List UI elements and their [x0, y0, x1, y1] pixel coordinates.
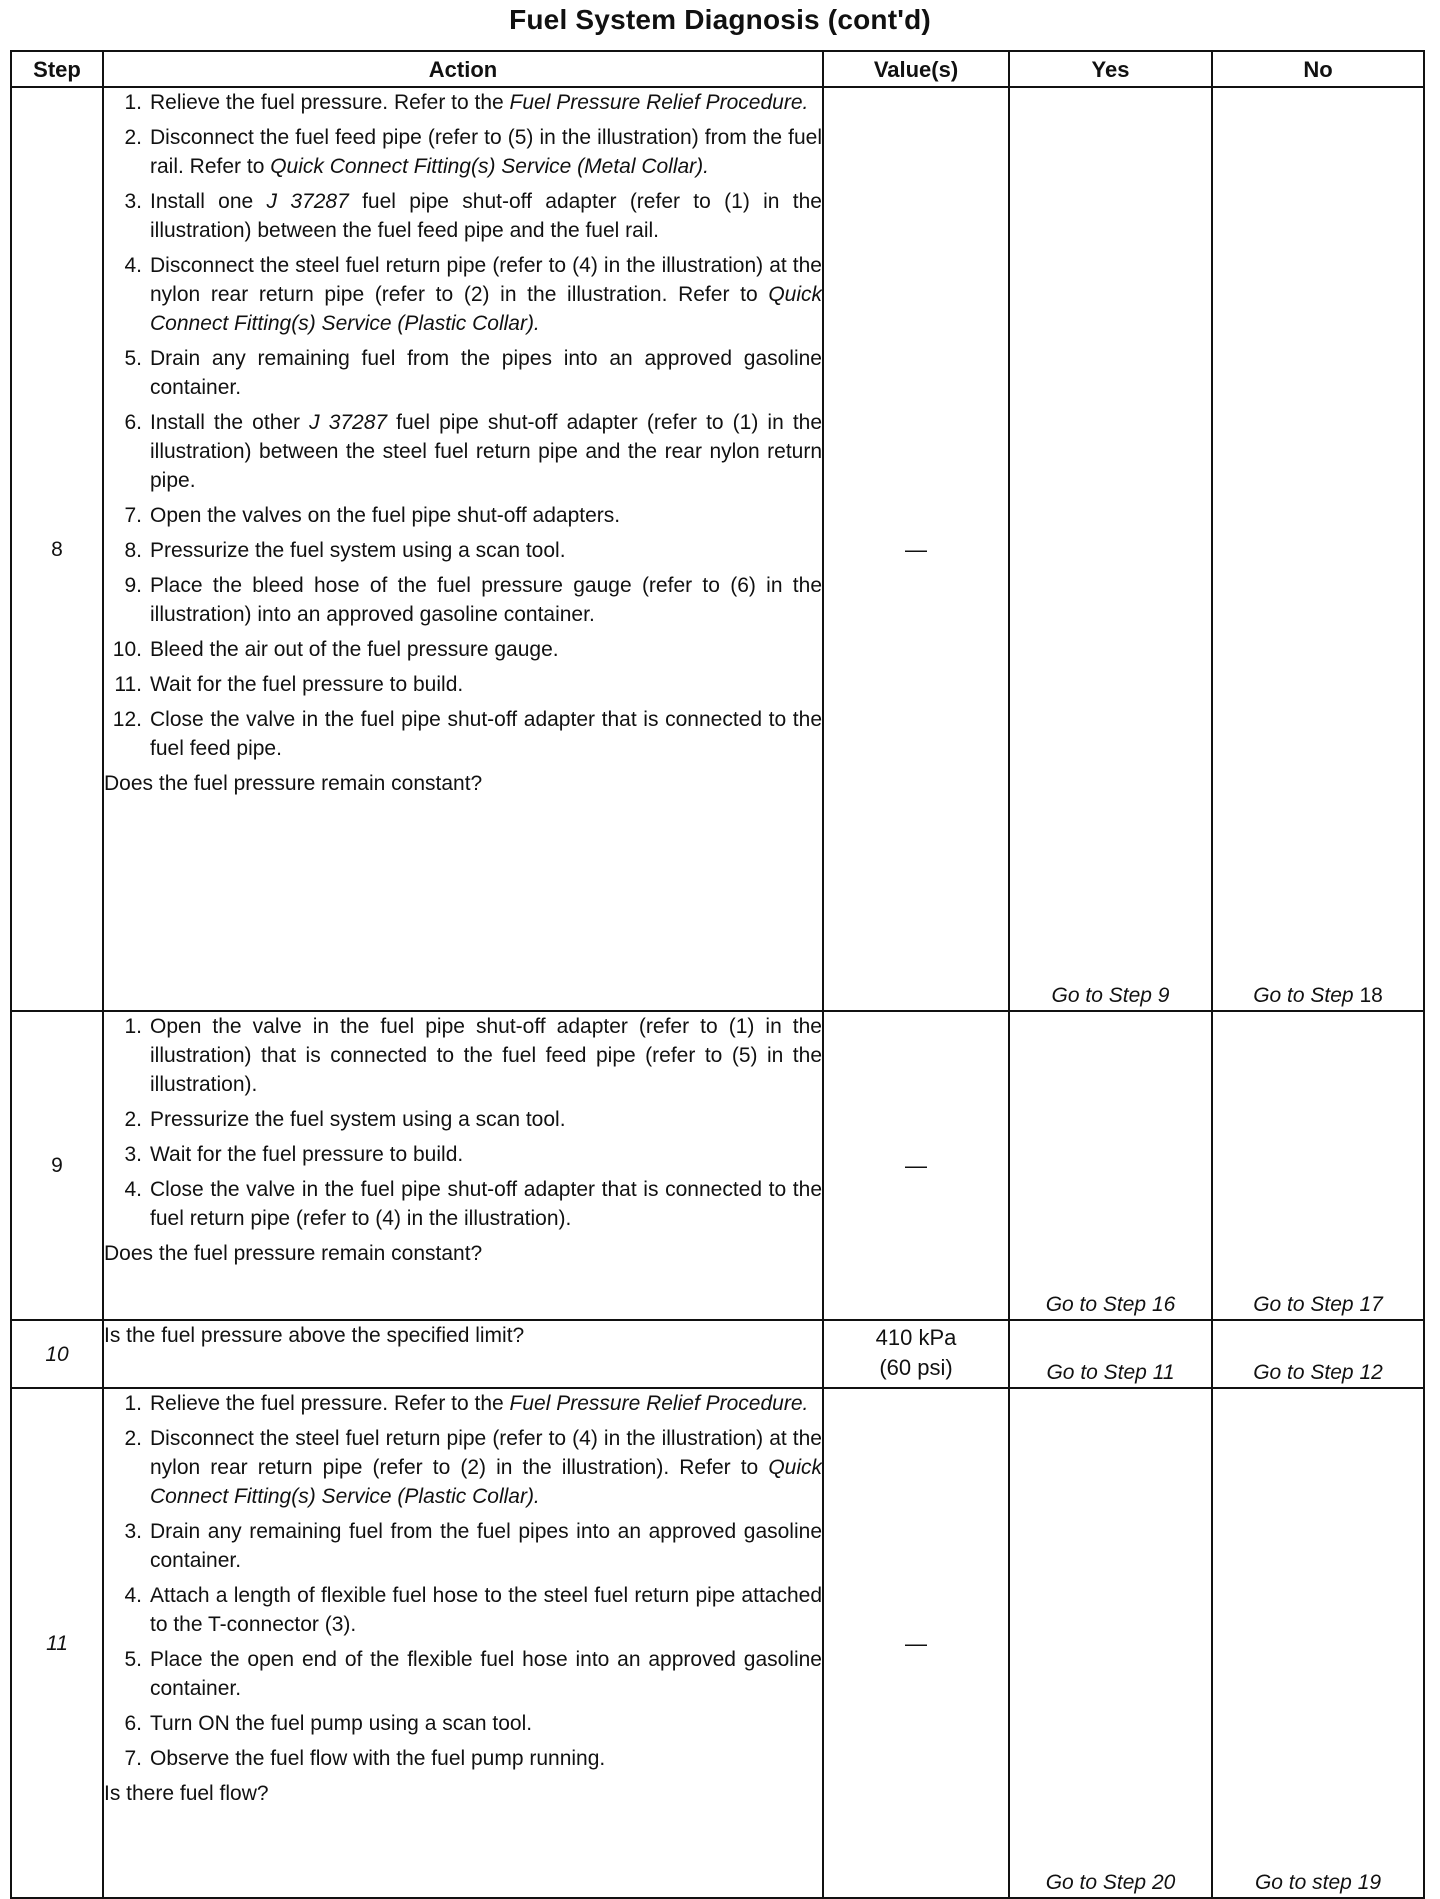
page-title: Fuel System Diagnosis (cont'd): [509, 4, 931, 35]
action-step-text: Bleed the air out of the fuel pressure gauge.: [150, 638, 559, 661]
action-list: [104, 88, 822, 763]
action-cell: [103, 1320, 823, 1388]
header-row: [11, 51, 1424, 87]
value-dash: —: [905, 1153, 927, 1178]
action-step-number: 6.: [124, 1712, 142, 1735]
action-step-text: Close the valve in the fuel pipe shut-off adapter that is connected to the fuel feed pipe.: [150, 708, 822, 760]
action-step-text: Turn ON the fuel pump using a scan tool.: [150, 1712, 533, 1735]
action-step: [104, 1140, 822, 1169]
yes-cell: [1009, 1320, 1212, 1388]
header-yes: Yes: [1009, 51, 1212, 87]
action-step-reference: J 37287: [266, 190, 349, 213]
action-step-number: 2.: [124, 126, 142, 149]
action-step-number: 1.: [124, 1392, 142, 1415]
header-no: No: [1212, 51, 1424, 87]
yes-cell: [1009, 1388, 1212, 1898]
action-step-number: 7.: [124, 504, 142, 527]
action-cell: [103, 1011, 823, 1320]
action-step: [104, 344, 822, 402]
action-step: [104, 1744, 822, 1773]
value-dash: —: [905, 1630, 927, 1656]
no-goto-step: 18: [1359, 984, 1383, 1007]
question-text: Is there fuel flow?: [104, 1782, 269, 1805]
action-step: [104, 123, 822, 181]
action-step-text: Drain any remaining fuel from the pipes into an approved gasoline container.: [150, 347, 822, 399]
action-step-text: Drain any remaining fuel from the fuel pipes into an approved gasoline container.: [150, 1520, 822, 1572]
no-goto-step: 17: [1359, 1293, 1383, 1316]
yes-goto-text: Go to Step: [1051, 984, 1158, 1007]
action-step-number: 3.: [124, 190, 142, 213]
no-goto: [1253, 1361, 1383, 1384]
action-step-text: Wait for the fuel pressure to build.: [150, 673, 464, 696]
action-step: [104, 408, 822, 495]
action-step-number: 7.: [124, 1747, 142, 1770]
action-step-text: Wait for the fuel pressure to build.: [150, 1143, 464, 1166]
yes-goto: [1046, 1361, 1174, 1384]
action-step-number: 6.: [124, 411, 142, 434]
table-row-step-8: [11, 87, 1424, 1011]
action-step-number: 2.: [124, 1427, 142, 1450]
action-step-number: 5.: [124, 1648, 142, 1671]
action-cell: [103, 87, 823, 1011]
action-step-number: 4.: [124, 1584, 142, 1607]
action-step-text: Install one: [150, 190, 267, 213]
no-goto-text: Go to Step: [1253, 984, 1360, 1007]
action-cell: [103, 1388, 823, 1898]
action-step-number: 1.: [124, 1015, 142, 1038]
action-step-reference: Fuel Pressure Relief Procedure.: [509, 1392, 809, 1415]
action-step: [104, 1105, 822, 1134]
action-step-number: 8.: [124, 539, 142, 562]
action-step: [104, 1645, 822, 1703]
action-step: [104, 1389, 822, 1418]
header-action: Action: [103, 51, 823, 87]
no-goto-step: 12: [1359, 1361, 1383, 1384]
yes-goto-step: 9: [1157, 984, 1170, 1007]
value-dash: —: [905, 536, 927, 562]
step-number: 10: [11, 1320, 103, 1388]
no-goto-text: Go to Step: [1253, 1361, 1360, 1384]
action-step: [104, 1581, 822, 1639]
no-goto: [1253, 984, 1383, 1007]
step-number: 8: [11, 87, 103, 1011]
action-step: [104, 1709, 822, 1738]
action-step-text: Relieve the fuel pressure. Refer to the: [150, 91, 510, 114]
yes-goto-text: Go to Step: [1045, 1871, 1152, 1894]
no-cell: [1212, 1320, 1424, 1388]
action-step-number: 1.: [124, 91, 142, 114]
table-row-step-9: [11, 1011, 1424, 1320]
action-step-number: 5.: [124, 347, 142, 370]
question-text: Does the fuel pressure remain constant?: [104, 1242, 483, 1265]
yes-goto: [1052, 984, 1170, 1007]
no-goto: [1255, 1871, 1381, 1894]
action-step-text: Close the valve in the fuel pipe shut-off adapter that is connected to the fuel return pipe (refer to (4) in the illustration).: [150, 1178, 822, 1230]
action-step-reference: J 37287: [309, 411, 388, 434]
action-step-number: 10.: [112, 638, 142, 661]
action-step-text: Disconnect the steel fuel return pipe (refer to (4) in the illustration) at the nylon rear return pipe (refer to (2) in the illustration. Refer to: [150, 254, 822, 306]
value-kpa: 410 kPa: [875, 1325, 957, 1350]
value-psi: (60 psi): [879, 1355, 953, 1380]
action-step-number: 2.: [124, 1108, 142, 1131]
no-cell: [1212, 1388, 1424, 1898]
action-step: [104, 1175, 822, 1233]
action-step: [104, 251, 822, 338]
action-step-text: Disconnect the fuel feed pipe (refer to (5) in the illustration) from the fuel rail. Refer to: [150, 126, 822, 178]
action-step: [104, 571, 822, 629]
action-step: [104, 187, 822, 245]
no-goto-text: Go to step: [1254, 1871, 1358, 1894]
action-step-text-cont: fuel pipe shut-off adapter (refer to (1) in the illustration) between the steel fuel return pipe and the rear nylon return pipe.: [150, 411, 823, 492]
action-step-number: 11.: [114, 673, 142, 696]
action-list: [104, 1012, 822, 1233]
no-goto: [1253, 1293, 1383, 1316]
action-step-number: 3.: [124, 1520, 142, 1543]
no-cell: [1212, 1011, 1424, 1320]
step-number: 11: [11, 1388, 103, 1898]
action-step-number: 9.: [124, 574, 142, 597]
action-step-text: Install the other: [150, 411, 310, 434]
action-step-reference: Quick Connect Fitting(s) Service (Plastic Collar).: [150, 1456, 822, 1508]
action-step: [104, 501, 822, 530]
action-list: [104, 1389, 822, 1773]
yes-goto: [1046, 1293, 1176, 1316]
yes-goto-step: 16: [1151, 1293, 1176, 1316]
yes-cell: [1009, 87, 1212, 1011]
action-step: [104, 1517, 822, 1575]
question-text: Does the fuel pressure remain constant?: [104, 772, 483, 795]
action-step-text: Place the open end of the flexible fuel hose into an approved gasoline container.: [150, 1648, 822, 1700]
action-step-text: Place the bleed hose of the fuel pressure gauge (refer to (6) in the illustration) into an approved gasoline container.: [150, 574, 822, 626]
action-step-number: 4.: [124, 254, 142, 277]
action-step: [104, 1424, 822, 1511]
action-step-text: Open the valve in the fuel pipe shut-off adapter (refer to (1) in the illustration) that is connected to the fuel feed pipe (refer to (5) in the illustration).: [150, 1015, 822, 1096]
header-step: Step: [11, 51, 103, 87]
action-step: [104, 670, 822, 699]
action-step-number: 12.: [112, 708, 142, 731]
yes-goto-text: Go to Step: [1045, 1293, 1152, 1316]
action-step-reference: Quick Connect Fitting(s) Service (Metal Collar).: [270, 155, 710, 178]
no-cell: [1212, 87, 1424, 1011]
action-step-text: Attach a length of flexible fuel hose to the steel fuel return pipe attached to the T-connector (3).: [150, 1584, 822, 1636]
value-cell: [823, 1320, 1009, 1388]
yes-goto-text: Go to Step: [1046, 1361, 1153, 1384]
value-cell: [823, 87, 1009, 1011]
action-step-reference: Fuel Pressure Relief Procedure.: [509, 91, 809, 114]
action-step-text-cont: fuel pipe shut-off adapter (refer to (1) in the illustration) between the fuel feed pipe and the fuel rail.: [150, 190, 822, 242]
yes-cell: [1009, 1011, 1212, 1320]
value-cell: [823, 1011, 1009, 1320]
yes-goto-step: 20: [1151, 1871, 1176, 1894]
action-step: [104, 635, 822, 664]
no-goto-text: Go to Step: [1253, 1293, 1360, 1316]
action-step-reference: Quick Connect Fitting(s) Service (Plastic Collar).: [150, 283, 822, 335]
action-step: [104, 705, 822, 763]
action-step-text: Relieve the fuel pressure. Refer to the: [150, 1392, 510, 1415]
action-step-number: 4.: [124, 1178, 142, 1201]
action-step: [104, 88, 822, 117]
value-cell: [823, 1388, 1009, 1898]
action-step-number: 3.: [124, 1143, 142, 1166]
action-step-text: Pressurize the fuel system using a scan tool.: [150, 539, 566, 562]
header-value: Value(s): [823, 51, 1009, 87]
question-text: Is the fuel pressure above the specified limit?: [104, 1324, 525, 1347]
action-step-text: Observe the fuel flow with the fuel pump running.: [150, 1747, 606, 1770]
action-step-text: Pressurize the fuel system using a scan tool.: [150, 1108, 566, 1131]
action-step: [104, 536, 822, 565]
yes-goto-step: 11: [1152, 1361, 1175, 1384]
diagnosis-table: [10, 50, 1425, 1899]
action-step-text: Open the valves on the fuel pipe shut-off adapters.: [150, 504, 621, 527]
step-number: 9: [11, 1011, 103, 1320]
yes-goto: [1046, 1871, 1176, 1894]
no-goto-step: 19: [1357, 1871, 1382, 1894]
table-row-step-11: [11, 1388, 1424, 1898]
action-step: [104, 1012, 822, 1099]
table-row-step-10: [11, 1320, 1424, 1388]
action-step-text: Disconnect the steel fuel return pipe (refer to (4) in the illustration) at the nylon rear return pipe (refer to (2) in the illustration). Refer to: [150, 1427, 822, 1479]
